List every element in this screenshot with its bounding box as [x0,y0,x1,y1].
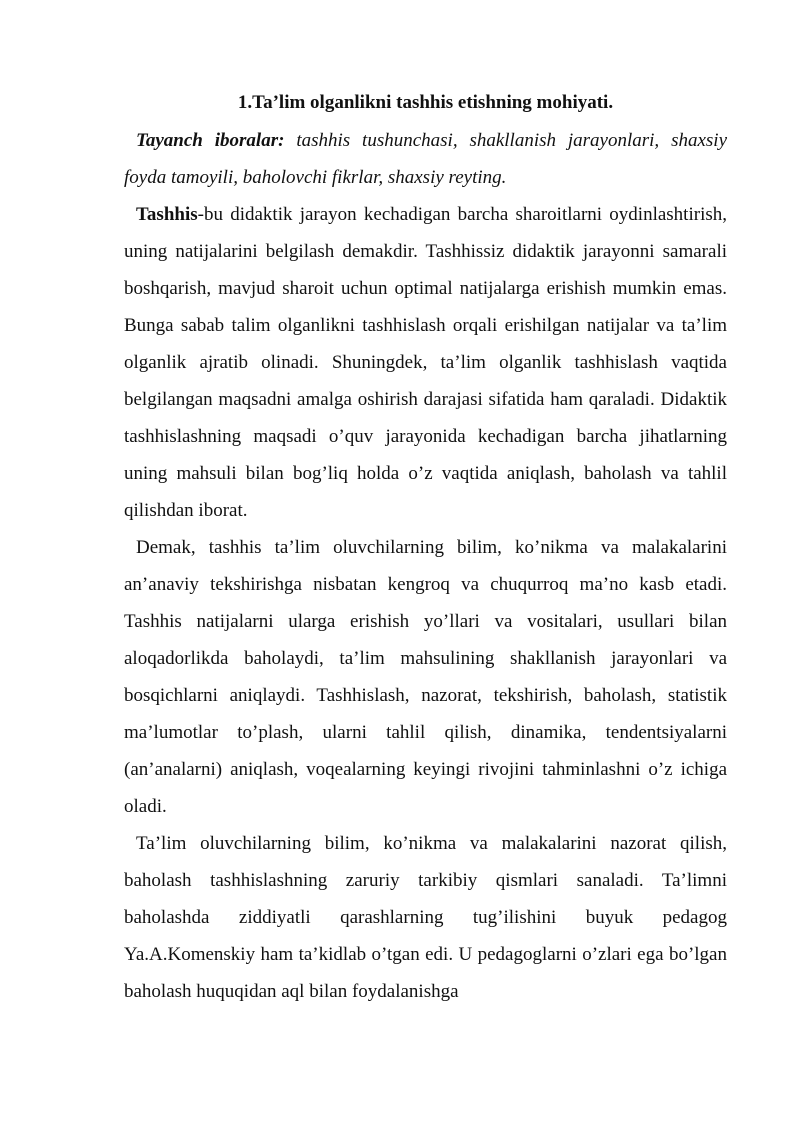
keywords-label: Tayanch iboralar: [136,130,285,151]
paragraph-text: Demak, tashhis ta’lim oluvchilarning bilim, ko’nikma va malakalarini an’anaviy tekshirishga nisbatan kengroq va chuqurroq ma’no kasb etadi. Tashhis natijalarni ularga erishish yo’llari va vositalari, usullari bilan aloqadorlikda baholaydi, ta’lim mahsulining shakllanish jarayonlari va bosqichlarni aniqlaydi. Tashhislash, nazorat, tekshirish, baholash, statistik ma’lumotlar to’plash, ularni tahlil qilish, dinamika, tendentsiyalarni (an’analarni) aniqlash, voqealarning keyingi rivojini tahminlashni o’z ichiga oladi. [124,537,727,817]
paragraph-text: -bu didaktik jarayon kechadigan barcha sharoitlarni oydinlashtirish, uning natijalarini belgilash demakdir. Tashhissiz didaktik jarayonni samarali boshqarish, mavjud sharoit uchun optimal natijalarga erishish mumkin emas. Bunga sabab talim olganlikni tashhislash orqali erishilgan natijalar va ta’lim olganlik ajratib olinadi. Shuningdek, ta’lim olganlik tashhislash vaqtida belgilangan maqsadni amalga oshirish darajasi sifatida ham qaraladi. Didaktik tashhislashning maqsadi o’quv jarayonida kechadigan barcha jihatlarning uning mahsuli bilan bog’liq holda o’z vaqtida aniqlash, baholash va tahlil qilishdan iborat. [124,204,727,521]
paragraph-text: Ta’lim oluvchilarning bilim, ko’nikma va malakalarini nazorat qilish, baholash tashhislashning zaruriy tarkibiy qismlari sanaladi. Ta’limni baholashda ziddiyatli qarashlarning tug’ilishini buyuk pedagog Ya.A.Komenskiy ham ta’kidlab o’tgan edi. U pedagoglarni o’zlari ega bo’lgan baholash huquqidan aql bilan foydalanishga [124,833,727,1002]
section-title: 1.Ta’lim olganlikni tashhis etishning mohiyati. [237,92,614,113]
document-page [124,88,727,1010]
paragraph-demak [124,529,727,825]
paragraph-assessment [124,825,727,1010]
term-tashhis: Tashhis [136,204,198,225]
paragraph-definition [124,196,727,529]
keywords-paragraph [124,122,727,196]
keywords-text: tashhis tushunchasi, shakllanish jarayonlari, shaxsiy foyda tamoyili, baholovchi fikrlar, shaxsiy reyting. [124,130,727,188]
